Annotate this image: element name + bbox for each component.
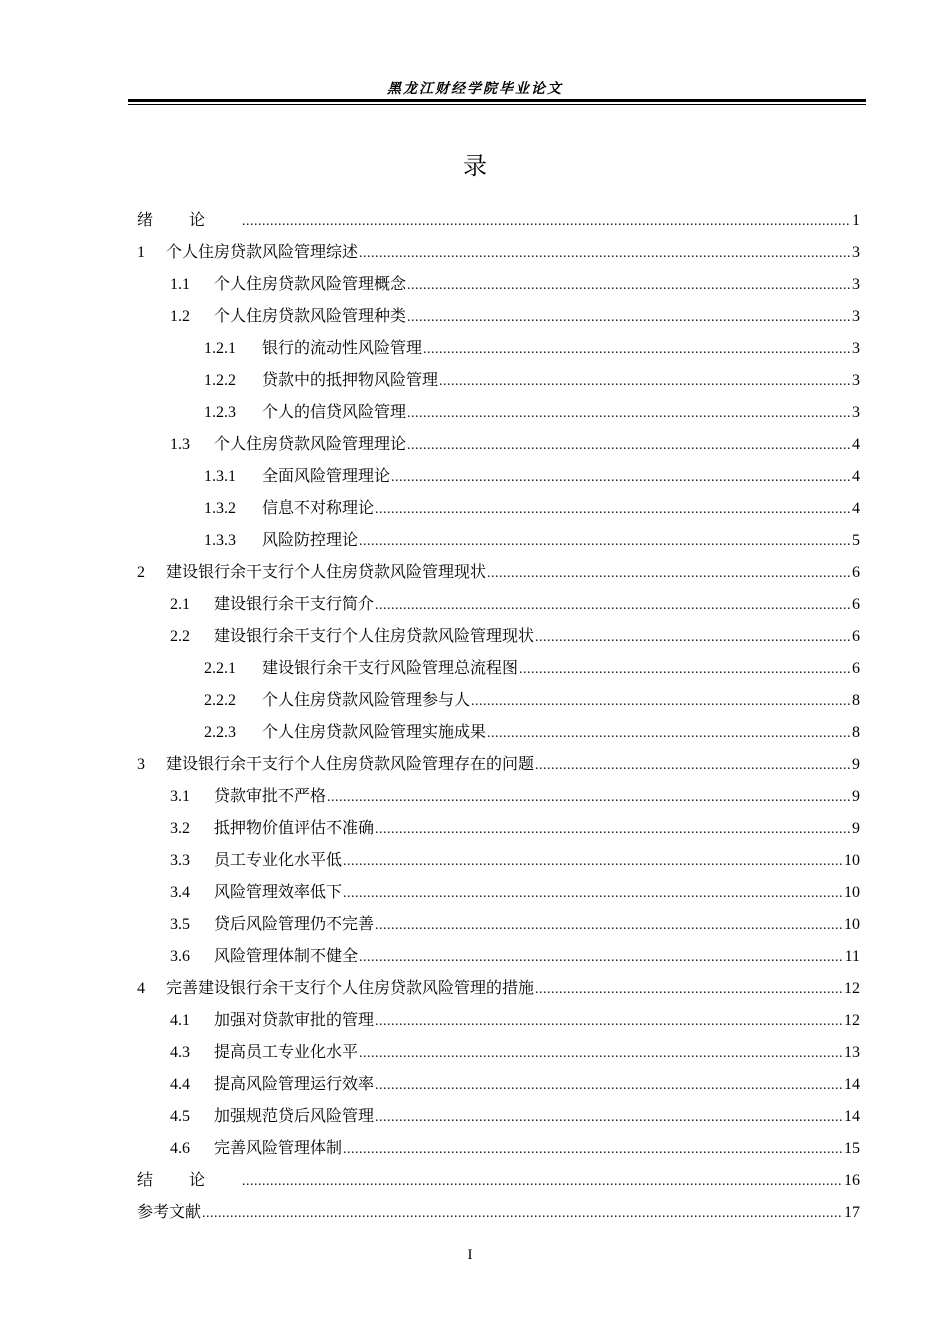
toc-entry-number: 2.2.1: [204, 660, 236, 677]
toc-entry-page: 4: [852, 436, 860, 453]
toc-entry-page: 3: [852, 372, 860, 389]
toc-entry[interactable]: [137, 556, 860, 588]
toc-entry-label: 完善建设银行余干支行个人住房贷款风险管理的措施: [166, 978, 535, 997]
toc-entry-page: 3: [852, 308, 860, 325]
toc-entry-page: 12: [844, 980, 860, 997]
toc-dot-leader: [375, 590, 851, 622]
toc-dot-leader: [471, 686, 851, 718]
toc-entry[interactable]: [137, 300, 860, 332]
header-rule-thin: [128, 104, 866, 105]
toc-entry-page: 16: [844, 1172, 860, 1189]
toc-entry-number: 3.2: [170, 820, 190, 837]
toc-dot-leader: [407, 270, 851, 302]
toc-entry-label: 个人住房贷款风险管理综述: [166, 242, 359, 261]
toc-entry-page: 14: [844, 1108, 860, 1125]
toc-entry-label: 员工专业化水平低: [214, 850, 343, 869]
toc-entry-number: 2.1: [170, 596, 190, 613]
toc-entry-label: 风险管理效率低下: [214, 882, 343, 901]
toc-entry-number: 1.3.3: [204, 532, 236, 549]
toc-entry[interactable]: [137, 1004, 860, 1036]
toc-dot-leader: [407, 398, 851, 430]
toc-dot-leader: [359, 942, 844, 974]
toc-entry[interactable]: [137, 1196, 860, 1228]
toc-dot-leader: [242, 1166, 843, 1198]
toc-entry[interactable]: [137, 780, 860, 812]
toc-entry-page: 9: [852, 820, 860, 837]
toc-entry[interactable]: [137, 460, 860, 492]
toc-entry-number: 3.5: [170, 916, 190, 933]
toc-entry-page: 4: [852, 500, 860, 517]
toc-entry[interactable]: [137, 524, 860, 556]
toc-entry-label: 个人住房贷款风险管理理论: [214, 434, 407, 453]
toc-entry-page: 3: [852, 404, 860, 421]
toc-entry[interactable]: [137, 332, 860, 364]
toc-entry[interactable]: [137, 940, 860, 972]
toc-entry[interactable]: [137, 1068, 860, 1100]
toc-dot-leader: [487, 558, 851, 590]
toc-entry[interactable]: [137, 716, 860, 748]
toc-entry[interactable]: [137, 908, 860, 940]
toc-dot-leader: [343, 878, 843, 910]
toc-entry-page: 9: [852, 788, 860, 805]
toc-dot-leader: [519, 654, 851, 686]
toc-entry-label: 个人住房贷款风险管理概念: [214, 274, 407, 293]
toc-dot-leader: [535, 974, 843, 1006]
toc-entry-page: 8: [852, 692, 860, 709]
toc-entry[interactable]: [137, 652, 860, 684]
toc-entry[interactable]: [137, 268, 860, 300]
toc-entry[interactable]: [137, 236, 860, 268]
toc-entry-label: 贷款审批不严格: [214, 786, 327, 805]
toc-entry[interactable]: [137, 588, 860, 620]
toc-entry-number: 3.3: [170, 852, 190, 869]
toc-entry-page: 8: [852, 724, 860, 741]
toc-entry[interactable]: [137, 1132, 860, 1164]
toc-entry-number: 4.3: [170, 1044, 190, 1061]
toc-entry-page: 6: [852, 628, 860, 645]
table-of-contents: [137, 204, 860, 1228]
header-rule-thick: [128, 99, 866, 102]
toc-entry-label: 个人住房贷款风险管理种类: [214, 306, 407, 325]
toc-entry-page: 3: [852, 244, 860, 261]
toc-entry[interactable]: [137, 1036, 860, 1068]
toc-entry-number: 1.2: [170, 308, 190, 325]
toc-entry-page: 10: [844, 884, 860, 901]
toc-entry-number: 3.1: [170, 788, 190, 805]
toc-entry-number: 1.3: [170, 436, 190, 453]
toc-entry-page: 6: [852, 660, 860, 677]
toc-entry-number: 2.2.2: [204, 692, 236, 709]
toc-dot-leader: [343, 1134, 843, 1166]
toc-entry-label: 建设银行余干支行个人住房贷款风险管理现状: [214, 626, 535, 645]
toc-entry-page: 3: [852, 340, 860, 357]
toc-entry[interactable]: [137, 1100, 860, 1132]
toc-dot-leader: [375, 494, 851, 526]
toc-entry-number: 1.1: [170, 276, 190, 293]
toc-entry[interactable]: [137, 364, 860, 396]
toc-entry-page: 4: [852, 468, 860, 485]
toc-entry-number: 1.2.2: [204, 372, 236, 389]
toc-dot-leader: [407, 302, 851, 334]
toc-dot-leader: [375, 1102, 843, 1134]
footer-page-number: I: [467, 1247, 473, 1263]
toc-entry-label: 个人住房贷款风险管理实施成果: [262, 722, 487, 741]
toc-dot-leader: [359, 526, 851, 558]
toc-entry-number: 4.1: [170, 1012, 190, 1029]
toc-dot-leader: [375, 1070, 843, 1102]
toc-entry-label: 加强规范贷后风险管理: [214, 1106, 375, 1125]
toc-entry-label: 结论: [137, 1170, 242, 1189]
toc-entry-number: 2.2: [170, 628, 190, 645]
toc-dot-leader: [535, 750, 851, 782]
toc-entry-number: 4.4: [170, 1076, 190, 1093]
toc-entry-label: 贷后风险管理仍不完善: [214, 914, 375, 933]
toc-entry-label: 风险管理体制不健全: [214, 946, 359, 965]
toc-entry-number: 3.4: [170, 884, 190, 901]
toc-dot-leader: [343, 846, 843, 878]
toc-dot-leader: [359, 238, 851, 270]
toc-entry-page: 5: [852, 532, 860, 549]
toc-entry[interactable]: [137, 748, 860, 780]
toc-entry[interactable]: [137, 396, 860, 428]
toc-entry-label: 参考文献: [137, 1202, 202, 1221]
toc-entry-page: 1: [852, 212, 860, 229]
toc-dot-leader: [391, 462, 851, 494]
toc-entry-page: 12: [844, 1012, 860, 1029]
toc-entry-page: 11: [844, 948, 860, 965]
toc-entry-label: 个人住房贷款风险管理参与人: [262, 690, 471, 709]
toc-entry-label: 建设银行余干支行风险管理总流程图: [262, 658, 519, 677]
toc-entry-number: 2: [137, 564, 145, 581]
toc-entry-number: 4: [137, 980, 145, 997]
toc-entry[interactable]: [137, 204, 860, 236]
toc-entry-number: 1.3.2: [204, 500, 236, 517]
toc-entry-page: 3: [852, 276, 860, 293]
toc-dot-leader: [375, 814, 851, 846]
toc-entry-page: 6: [852, 564, 860, 581]
toc-entry-label: 绪论: [137, 210, 242, 229]
toc-entry-page: 13: [844, 1044, 860, 1061]
toc-entry-label: 建设银行余干支行个人住房贷款风险管理现状: [166, 562, 487, 581]
toc-entry-page: 15: [844, 1140, 860, 1157]
toc-dot-leader: [407, 430, 851, 462]
toc-dot-leader: [242, 206, 851, 238]
toc-entry[interactable]: [137, 1164, 860, 1196]
toc-entry[interactable]: [137, 844, 860, 876]
toc-entry-label: 全面风险管理理论: [262, 466, 391, 485]
toc-entry-page: 10: [844, 852, 860, 869]
toc-dot-leader: [439, 366, 851, 398]
toc-entry-label: 建设银行余干支行简介: [214, 594, 375, 613]
toc-entry-number: 3.6: [170, 948, 190, 965]
toc-dot-leader: [327, 782, 851, 814]
toc-entry-number: 1.2.3: [204, 404, 236, 421]
toc-entry-label: 银行的流动性风险管理: [262, 338, 423, 357]
toc-entry[interactable]: [137, 492, 860, 524]
toc-entry[interactable]: [137, 876, 860, 908]
toc-entry-label: 加强对贷款审批的管理: [214, 1010, 375, 1029]
toc-dot-leader: [423, 334, 851, 366]
toc-dot-leader: [487, 718, 851, 750]
toc-entry[interactable]: [137, 972, 860, 1004]
toc-entry-number: 1.3.1: [204, 468, 236, 485]
toc-dot-leader: [375, 910, 843, 942]
toc-entry-label: 风险防控理论: [262, 530, 359, 549]
document-header-title: 黑龙江财经学院毕业论文: [387, 81, 563, 97]
toc-entry-page: 9: [852, 756, 860, 773]
toc-entry-number: 2.2.3: [204, 724, 236, 741]
toc-dot-leader: [202, 1198, 843, 1230]
toc-entry[interactable]: [137, 428, 860, 460]
toc-entry-page: 17: [844, 1204, 860, 1221]
toc-entry-number: 1: [137, 244, 145, 261]
toc-entry-page: 14: [844, 1076, 860, 1093]
toc-dot-leader: [375, 1006, 843, 1038]
toc-entry-label: 贷款中的抵押物风险管理: [262, 370, 439, 389]
toc-entry-number: 4.6: [170, 1140, 190, 1157]
toc-entry-label: 抵押物价值评估不准确: [214, 818, 375, 837]
toc-entry[interactable]: [137, 684, 860, 716]
toc-entry-number: 4.5: [170, 1108, 190, 1125]
toc-entry-page: 10: [844, 916, 860, 933]
toc-entry-page: 6: [852, 596, 860, 613]
toc-entry-label: 完善风险管理体制: [214, 1138, 343, 1157]
toc-entry-label: 提高风险管理运行效率: [214, 1074, 375, 1093]
toc-dot-leader: [535, 622, 851, 654]
toc-entry-label: 信息不对称理论: [262, 498, 375, 517]
toc-dot-leader: [359, 1038, 843, 1070]
toc-entry-label: 个人的信贷风险管理: [262, 402, 407, 421]
toc-entry-number: 3: [137, 756, 145, 773]
toc-title: 录: [463, 152, 487, 180]
toc-entry-label: 提高员工专业化水平: [214, 1042, 359, 1061]
toc-entry[interactable]: [137, 812, 860, 844]
toc-entry-label: 建设银行余干支行个人住房贷款风险管理存在的问题: [166, 754, 535, 773]
toc-entry-number: 1.2.1: [204, 340, 236, 357]
toc-entry[interactable]: [137, 620, 860, 652]
